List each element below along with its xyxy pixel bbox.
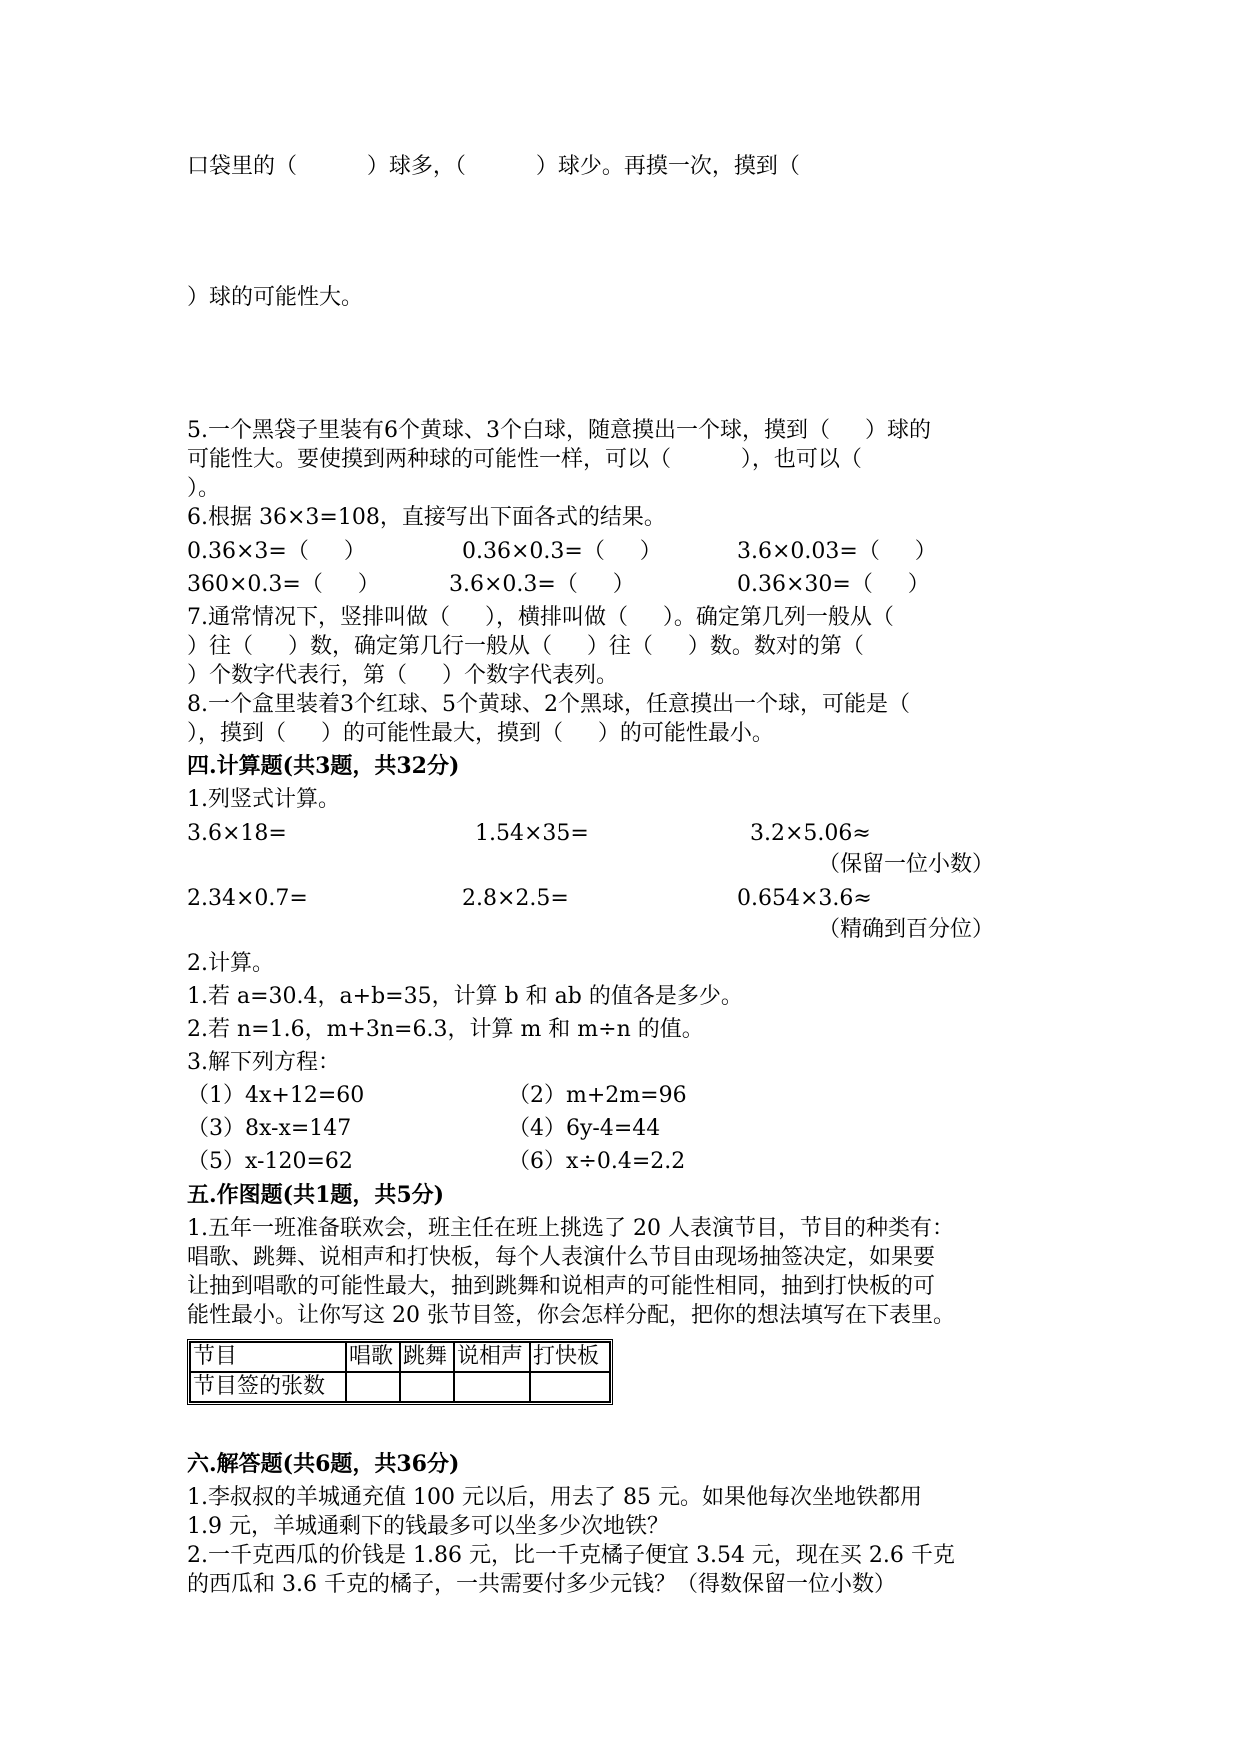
q8-line-2: ），摸到（ ）的可能性最大，摸到（ ）的可能性最小。 <box>187 721 774 746</box>
calc-item: 2.8×2.5= <box>462 886 569 911</box>
calc-item: 1.54×35= <box>475 821 589 846</box>
calc-note: （保留一位小数） <box>818 852 995 877</box>
s6-q2-line: 的西瓜和 3.6 千克的橘子，一共需要付多少元钱？（得数保留一位小数） <box>187 1572 896 1597</box>
q4-line-1: 口袋里的（ ）球多，（ ）球少。再摸一次，摸到（ <box>187 154 800 179</box>
q7-line-1: 7.通常情况下，竖排叫做（ ），横排叫做（ ）。确定第几列一般从（ <box>187 605 894 630</box>
table-cell-input[interactable] <box>530 1372 610 1402</box>
program-table <box>187 1339 613 1405</box>
table-header-row <box>190 1342 610 1372</box>
section-6-heading: 六.解答题(共6题，共36分) <box>187 1451 460 1477</box>
q6-item: 3.6×0.03=（ ） <box>737 539 937 564</box>
q4-line-2: ）球的可能性大。 <box>187 285 364 310</box>
table-cell: 节目签的张数 <box>190 1372 346 1402</box>
table-header-cell: 唱歌 <box>346 1342 400 1372</box>
equation: （6）x÷0.4=2.2 <box>508 1149 686 1174</box>
q6-item: 0.36×3=（ ） <box>187 539 366 564</box>
calc-q2-item: 2.若 n=1.6，m+3n=6.3，计算 m 和 m÷n 的值。 <box>187 1017 704 1042</box>
equation: （2）m+2m=96 <box>508 1083 687 1108</box>
q7-line-2: ）往（ ）数，确定第几行一般从（ ）往（ ）数。数对的第（ <box>187 634 864 659</box>
table-cell-input[interactable] <box>346 1372 400 1402</box>
equation: （4）6y-4=44 <box>508 1116 661 1141</box>
table-header-cell: 说相声 <box>454 1342 530 1372</box>
q7-line-3: ）个数字代表行，第（ ）个数字代表列。 <box>187 663 618 688</box>
table-cell-input[interactable] <box>454 1372 530 1402</box>
q5-line-2: 可能性大。要使摸到两种球的可能性一样，可以（ ），也可以（ <box>187 447 862 472</box>
q8-line-1: 8.一个盒里装着3个红球、5个黄球、2个黑球，任意摸出一个球，可能是（ <box>187 692 910 717</box>
table-header-cell: 跳舞 <box>400 1342 454 1372</box>
s5-q1-line: 1.五年一班准备联欢会，班主任在班上挑选了 20 人表演节目，节目的种类有： <box>187 1216 954 1241</box>
equation: （5）x-120=62 <box>187 1149 353 1174</box>
calc-q2-item: 1.若 a=30.4，a+b=35，计算 b 和 ab 的值各是多少。 <box>187 984 743 1009</box>
s6-q1-line: 1.9 元，羊城通剩下的钱最多可以坐多少次地铁？ <box>187 1514 669 1539</box>
s5-q1-line: 能性最小。让你写这 20 张节目签，你会怎样分配，把你的想法填写在下表里。 <box>187 1303 955 1328</box>
table-cell-input[interactable] <box>400 1372 454 1402</box>
section-4-heading: 四.计算题(共3题，共32分) <box>187 753 460 779</box>
section-5-heading: 五.作图题(共1题，共5分) <box>187 1182 445 1208</box>
q6-item: 0.36×0.3=（ ） <box>462 539 662 564</box>
q6-item: 3.6×0.3=（ ） <box>449 572 635 597</box>
calc-q1-title: 1.列竖式计算。 <box>187 787 340 812</box>
q6-item: 360×0.3=（ ） <box>187 572 380 597</box>
s6-q2-line: 2.一千克西瓜的价钱是 1.86 元，比一千克橘子便宜 3.54 元，现在买 2.6 千克 <box>187 1543 955 1568</box>
equation: （3）8x-x=147 <box>187 1116 352 1141</box>
calc-q3-title: 3.解下列方程： <box>187 1050 340 1075</box>
table-row <box>190 1372 610 1402</box>
calc-item: 2.34×0.7= <box>187 886 308 911</box>
calc-item: 3.6×18= <box>187 821 287 846</box>
s5-q1-line: 唱歌、跳舞、说相声和打快板，每个人表演什么节目由现场抽签决定，如果要 <box>187 1245 936 1270</box>
s5-q1-line: 让抽到唱歌的可能性最大，抽到跳舞和说相声的可能性相同，抽到打快板的可 <box>187 1274 936 1299</box>
calc-item: 3.2×5.06≈ <box>750 821 871 846</box>
q5-line-1: 5.一个黑袋子里装有6个黄球、3个白球，随意摸出一个球，摸到（ ）球的 <box>187 418 931 443</box>
calc-item: 0.654×3.6≈ <box>737 886 872 911</box>
table-header-cell: 节目 <box>190 1342 346 1372</box>
table-header-cell: 打快板 <box>530 1342 610 1372</box>
q6-item: 0.36×30=（ ） <box>737 572 930 597</box>
s6-q1-line: 1.李叔叔的羊城通充值 100 元以后，用去了 85 元。如果他每次坐地铁都用 <box>187 1485 922 1510</box>
calc-q2-title: 2.计算。 <box>187 951 274 976</box>
q6-title: 6.根据 36×3=108，直接写出下面各式的结果。 <box>187 505 666 530</box>
calc-note: （精确到百分位） <box>818 917 995 942</box>
equation: （1）4x+12=60 <box>187 1083 365 1108</box>
q5-line-3: ）。 <box>187 476 221 501</box>
